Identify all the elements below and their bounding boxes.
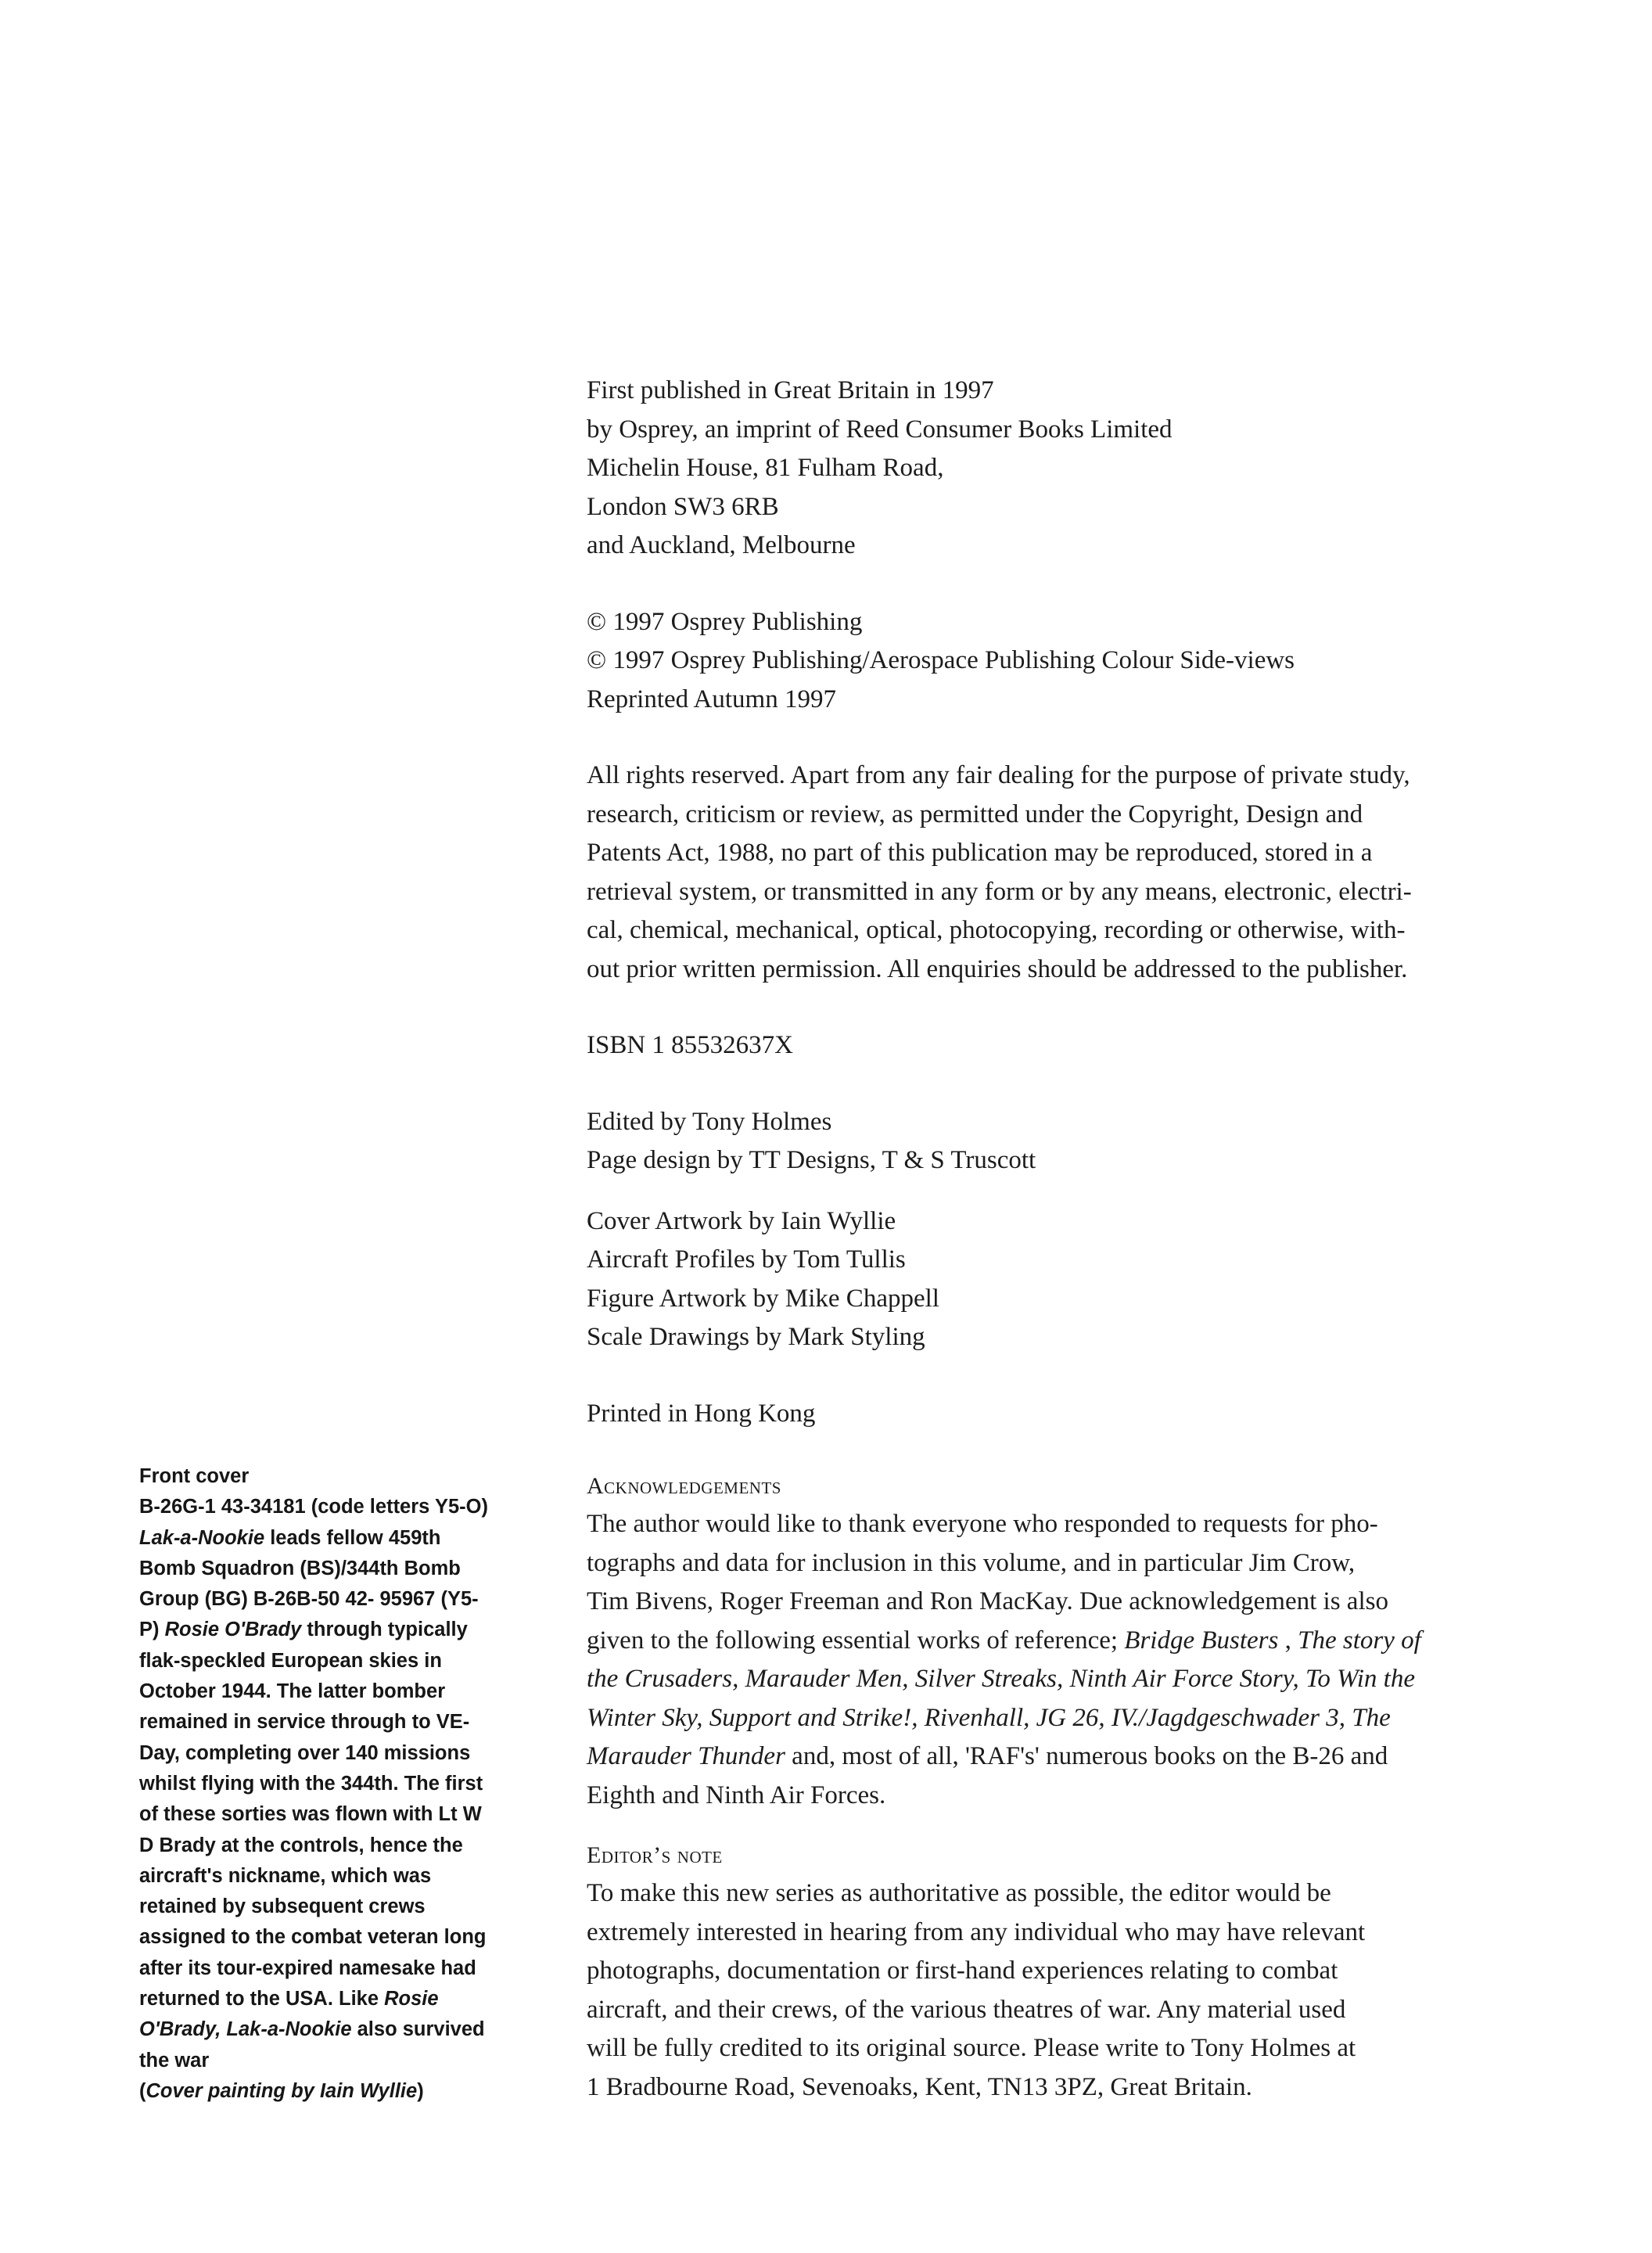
credit-line: Scale Drawings by Mark Styling <box>587 1323 925 1351</box>
ack-line <box>587 1737 1478 1777</box>
editors-note-heading: Editor’s note <box>587 1842 723 1868</box>
copyright-notice <box>587 603 1478 720</box>
book-title: Marauder Thunder <box>587 1742 785 1770</box>
note-line: will be fully credited to its original source. Please write to Tony Holmes at <box>587 2034 1356 2062</box>
ack-line: The author would like to thank everyone who responded to requests for pho- <box>587 1510 1378 1538</box>
ack-line <box>587 1622 1478 1661</box>
note-line: extremely interested in hearing from any individual who may have relevant <box>587 1917 1366 1946</box>
printed-in: Printed in Hong Kong <box>587 1399 816 1428</box>
editorial-credits <box>587 1103 1478 1180</box>
aircraft-name: O'Brady, Lak-a-Nookie <box>139 2018 352 2041</box>
caption-text: ( <box>139 2079 146 2102</box>
caption-line: flak-speckled European skies in <box>139 1649 442 1672</box>
rights-line: Patents Act, 1988, no part of this publication may be reproduced, stored in a <box>587 839 1373 867</box>
caption-line: B-26G-1 43-34181 (code letters Y5-O) <box>139 1496 488 1518</box>
book-title: The story of <box>1298 1626 1421 1655</box>
book-title: Bridge Busters <box>1124 1626 1279 1655</box>
copyright-line: © 1997 Osprey Publishing <box>587 607 863 636</box>
book-titles: Winter Sky, Support and Strike!, Rivenhall, JG 26, IV./Jagdgeschwader 3, The <box>587 1703 1391 1732</box>
imprint-line: by Osprey, an imprint of Reed Consumer Books Limited <box>587 415 1173 444</box>
caption-line: D Brady at the controls, hence the <box>139 1834 463 1856</box>
credit-line: Page design by TT Designs, T & S Truscott <box>587 1146 1036 1174</box>
caption-credit <box>139 2076 546 2107</box>
caption-line: assigned to the combat veteran long <box>139 1926 487 1949</box>
caption-line: whilst flying with the 344th. The first <box>139 1772 483 1795</box>
caption-line: Day, completing over 140 missions <box>139 1741 471 1764</box>
note-line: aircraft, and their crews, of the various theatres of war. Any material used <box>587 1995 1346 2024</box>
caption-line: October 1944. The latter bomber <box>139 1680 446 1703</box>
rights-line: retrieval system, or transmitted in any form or by any means, electronic, electri- <box>587 877 1412 906</box>
credit-line: Aircraft Profiles by Tom Tullis <box>587 1245 906 1274</box>
caption-text: returned to the USA. Like <box>139 1988 385 2010</box>
aircraft-name: Lak-a-Nookie <box>139 1526 265 1549</box>
publication-details <box>587 372 1478 566</box>
caption-line: Group (BG) B-26B-50 42- 95967 (Y5- <box>139 1588 479 1611</box>
caption-line: the war <box>139 2049 210 2072</box>
art-credits <box>587 1202 1478 1357</box>
credit-line: Cover Artwork by Iain Wyllie <box>587 1206 896 1235</box>
front-cover-caption <box>139 1461 546 2107</box>
caption-title: Front cover <box>139 1465 250 1487</box>
credit-line: Edited by Tony Holmes <box>587 1107 832 1136</box>
book-titles: the Crusaders, Marauder Men, Silver Streaks, Ninth Air Force Story, To Win the <box>587 1665 1415 1693</box>
copyright-line: Reprinted Autumn 1997 <box>587 685 836 713</box>
rights-line: cal, chemical, mechanical, optical, photocopying, recording or otherwise, with- <box>587 916 1406 944</box>
caption-line: after its tour-expired namesake had <box>139 1957 476 1979</box>
note-line: To make this new series as authoritative as possible, the editor would be <box>587 1879 1331 1907</box>
caption-text: P) <box>139 1619 165 1641</box>
caption-text: also survived <box>351 2018 485 2041</box>
credit-line: Figure Artwork by Mike Chappell <box>587 1284 939 1313</box>
caption-text: through typically <box>301 1619 468 1641</box>
ack-line: tographs and data for inclusion in this volume, and in particular Jim Crow, <box>587 1548 1356 1577</box>
caption-line: aircraft's nickname, which was <box>139 1864 432 1887</box>
rights-line: research, criticism or review, as permitted under the Copyright, Design and <box>587 800 1363 828</box>
acknowledgements-section <box>587 1468 1478 1815</box>
isbn: ISBN 1 85532637X <box>587 1031 794 1059</box>
caption-text: ) <box>417 2079 424 2102</box>
ack-line <box>587 1660 1478 1699</box>
imprint-page-main <box>587 372 1478 2107</box>
ack-line: Eighth and Ninth Air Forces. <box>587 1780 886 1809</box>
imprint-line: and Auckland, Melbourne <box>587 531 856 559</box>
caption-line: of these sorties was flown with Lt W <box>139 1803 482 1826</box>
aircraft-name: Rosie O'Brady <box>164 1619 302 1641</box>
editors-note-section <box>587 1837 1478 2107</box>
caption-line <box>139 1523 546 1554</box>
imprint-line: First published in Great Britain in 1997 <box>587 376 994 404</box>
note-line: 1 Bradbourne Road, Sevenoaks, Kent, TN13 3PZ, Great Britain. <box>587 2072 1252 2101</box>
acknowledgements-heading: Acknowledgements <box>587 1473 781 1499</box>
caption-text: leads fellow 459th <box>264 1526 441 1549</box>
ack-line: Tim Bivens, Roger Freeman and Ron MacKay. Due acknowledgement is also <box>587 1587 1388 1615</box>
ack-text: , <box>1278 1626 1298 1655</box>
caption-line: retained by subsequent crews <box>139 1895 426 1918</box>
copyright-line: © 1997 Osprey Publishing/Aerospace Publishing Colour Side-views <box>587 646 1295 674</box>
caption-line <box>139 2014 546 2045</box>
rights-line: out prior written permission. All enquiries should be addressed to the publisher. <box>587 954 1408 983</box>
note-line: photographs, documentation or first-hand experiences relating to combat <box>587 1957 1338 1985</box>
caption-line <box>139 1615 546 1645</box>
ack-text: and, most of all, 'RAF's' numerous books on the B-26 and <box>785 1742 1388 1770</box>
aircraft-name: Rosie <box>384 1988 439 2010</box>
rights-reserved <box>587 756 1478 989</box>
caption-line: Bomb Squadron (BS)/344th Bomb <box>139 1557 461 1579</box>
painting-credit: Cover painting by Iain Wyllie <box>145 2079 418 2102</box>
ack-text: given to the following essential works of reference; <box>587 1626 1125 1655</box>
caption-line <box>139 1984 546 2014</box>
imprint-line: Michelin House, 81 Fulham Road, <box>587 454 944 482</box>
ack-line <box>587 1699 1478 1738</box>
rights-line: All rights reserved. Apart from any fair dealing for the purpose of private study, <box>587 761 1410 789</box>
imprint-line: London SW3 6RB <box>587 492 779 521</box>
caption-line: remained in service through to VE- <box>139 1711 470 1734</box>
